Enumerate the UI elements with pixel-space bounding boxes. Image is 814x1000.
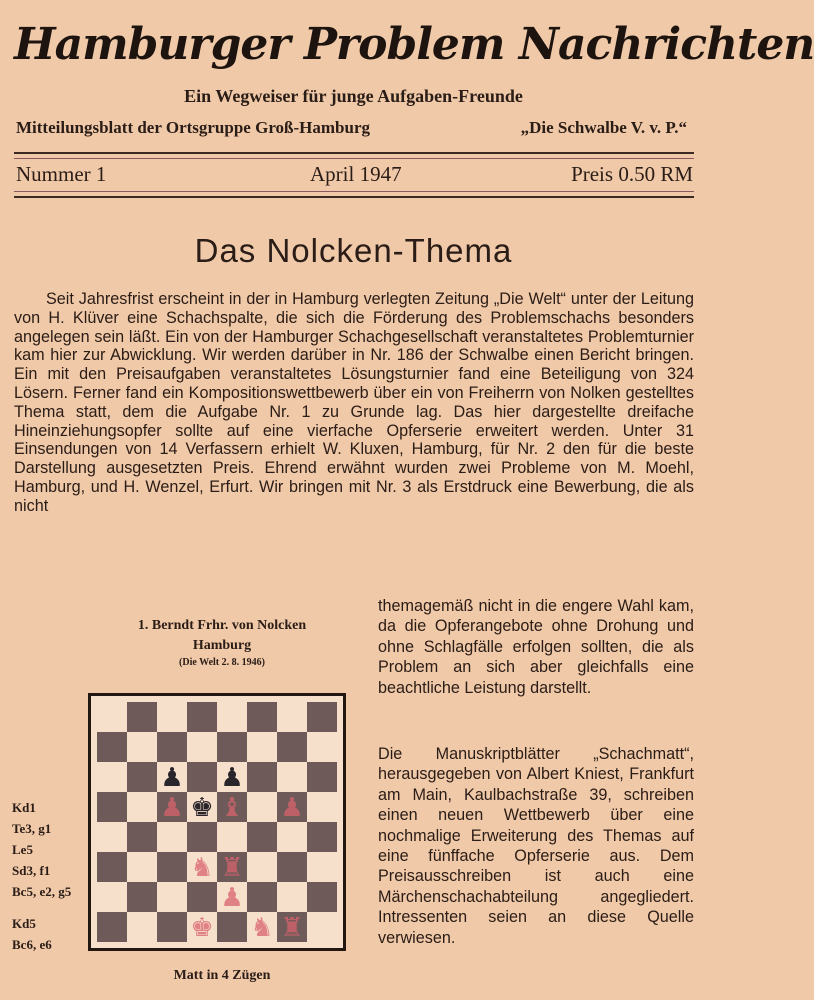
article-paragraph-second: Die Manuskriptblätter „Schachmatt“, herausgegeben von Albert Kniest, Frankfurt am Main, Kaulbachstraße 39, schreiben einen neuen Wettbewerb über eine nochmalige Erweiterung des Themas auf eine fünffache Opferserie aus. Dem Preisausschreiben ist auch eine Märchenschachabteilung angegliedert. Intressenten seien an diese Quelle verwiesen. xyxy=(378,745,694,947)
white-rook-icon: ♜ xyxy=(280,913,304,943)
square-e8 xyxy=(217,702,247,732)
problem-source: (Die Welt 2. 8. 1946) xyxy=(179,657,265,668)
square-c4 xyxy=(157,822,187,852)
white-pawn-icon: ♟ xyxy=(220,883,244,913)
square-b6 xyxy=(127,762,157,792)
square-g2 xyxy=(277,882,307,912)
square-g6 xyxy=(277,762,307,792)
white-pawn-icon: ♟ xyxy=(280,793,304,823)
square-a6 xyxy=(97,762,127,792)
white-piece-entry: Te3, g1 xyxy=(12,821,52,836)
affiliation-line: „Die Schwalbe V. v. P.“ xyxy=(520,118,687,137)
white-piece-list xyxy=(12,797,71,902)
black-piece-entry: Kd5 xyxy=(12,916,36,931)
article-title: Das Nolcken-Thema xyxy=(194,232,513,269)
issue-price: Preis 0.50 RM xyxy=(571,162,693,186)
square-h1 xyxy=(307,912,337,942)
header-rule-top xyxy=(14,152,694,159)
square-c7 xyxy=(157,732,187,762)
square-a2 xyxy=(97,882,127,912)
white-knight-icon: ♞ xyxy=(250,913,274,943)
article-paragraph-main-text: Seit Jahresfrist erscheint in der in Hamburg verlegten Zeitung „Die Welt“ unter der Leitung von H. Klüver eine Schachspalte, die sich die Förderung des Problemschachs besonders angelegen sein läßt. Ein von der Hamburger Schachgesellschaft veranstaltetes Problemturnier kam hier zur Abwicklung. Wir werden darüber in Nr. 186 der Schwalbe einen Bericht bringen. Ein mit den Preisaufgaben veranstaltetes Lösungsturnier fand eine Beteiligung von 324 Lösern. Ferner fand ein Kompositionswettbewerb über ein von Freiherrn von Nolken gestelltes Thema statt, dem die Aufgabe Nr. 1 zu Grunde lag. Das hier dargestellte dreifache Hineinziehungsopfer sollte auf eine vierfache Opferserie erweitert werden. Unter 31 Einsendungen von 14 Verfassern erhielt W. Kluxen, Hamburg, für Nr. 2 den für die beste Darstellung ausgesetzten Preis. Ehrend erwähnt wurden zwei Probleme von M. Moehl, Hamburg, und H. Wenzel, Erfurt. Wir bringen mit Nr. 3 als Erstdruck eine Bewerbung, die als nicht xyxy=(14,290,694,515)
square-c1 xyxy=(157,912,187,942)
square-f6 xyxy=(247,762,277,792)
square-h5 xyxy=(307,792,337,822)
chess-diagram xyxy=(88,693,346,951)
black-pawn-icon: ♟ xyxy=(160,763,184,793)
black-king-icon: ♚ xyxy=(190,793,214,823)
white-pawn-icon: ♟ xyxy=(160,793,184,823)
header-rule-bottom xyxy=(14,191,694,198)
square-f5 xyxy=(247,792,277,822)
white-knight-icon: ♞ xyxy=(190,853,214,883)
square-c3 xyxy=(157,852,187,882)
square-c2 xyxy=(157,882,187,912)
square-h4 xyxy=(307,822,337,852)
problem-stipulation: Matt in 4 Zügen xyxy=(173,968,271,983)
white-piece-entry: Bc5, e2, g5 xyxy=(12,884,72,899)
square-h2 xyxy=(307,882,337,912)
square-d6 xyxy=(187,762,217,792)
square-a7 xyxy=(97,732,127,762)
square-a5 xyxy=(97,792,127,822)
square-d4 xyxy=(187,822,217,852)
problem-heading xyxy=(94,616,350,656)
square-h6 xyxy=(307,762,337,792)
square-d7 xyxy=(187,732,217,762)
white-bishop-icon: ♝ xyxy=(220,793,244,823)
square-g3 xyxy=(277,852,307,882)
square-d8 xyxy=(187,702,217,732)
square-g8 xyxy=(277,702,307,732)
square-b2 xyxy=(127,882,157,912)
square-b4 xyxy=(127,822,157,852)
problem-city: Hamburg xyxy=(192,638,252,653)
white-piece-entry: Sd3, f1 xyxy=(12,863,51,878)
white-piece-entry: Le5 xyxy=(12,842,33,857)
square-f3 xyxy=(247,852,277,882)
white-piece-entry: Kd1 xyxy=(12,800,36,815)
issue-number: Nummer 1 xyxy=(16,162,107,186)
square-g7 xyxy=(277,732,307,762)
square-c8 xyxy=(157,702,187,732)
square-b1 xyxy=(127,912,157,942)
square-h8 xyxy=(307,702,337,732)
square-f2 xyxy=(247,882,277,912)
square-a4 xyxy=(97,822,127,852)
square-h7 xyxy=(307,732,337,762)
black-pawn-icon: ♟ xyxy=(220,763,244,793)
square-e4 xyxy=(217,822,247,852)
square-e1 xyxy=(217,912,247,942)
black-piece-list xyxy=(12,913,52,955)
square-a8 xyxy=(97,702,127,732)
article-paragraph-wrap: themagemäß nicht in die engere Wahl kam, da die Opferangebote ohne Drohung und ohne Schlagfälle erfolgen sollten, die als Problem an sich aber gleichfalls eine beachtliche Leistung darstellt. xyxy=(378,597,694,697)
square-b8 xyxy=(127,702,157,732)
problem-author: 1. Berndt Frhr. von Nolcken xyxy=(137,618,307,633)
square-f7 xyxy=(247,732,277,762)
black-piece-entry: Bc6, e6 xyxy=(12,937,52,952)
square-h3 xyxy=(307,852,337,882)
square-b3 xyxy=(127,852,157,882)
chessboard xyxy=(97,702,337,942)
issue-date: April 1947 xyxy=(310,162,402,186)
masthead-title: Hamburger Problem Nachrichten xyxy=(14,19,814,70)
square-d2 xyxy=(187,882,217,912)
square-b7 xyxy=(127,732,157,762)
square-g4 xyxy=(277,822,307,852)
square-a1 xyxy=(97,912,127,942)
white-king-icon: ♚ xyxy=(190,913,214,943)
square-f4 xyxy=(247,822,277,852)
masthead-subtitle: Ein Wegweiser für junge Aufgaben-Freunde xyxy=(184,86,523,106)
square-b5 xyxy=(127,792,157,822)
white-rook-icon: ♜ xyxy=(220,853,244,883)
square-f8 xyxy=(247,702,277,732)
square-e7 xyxy=(217,732,247,762)
organization-line: Mitteilungsblatt der Ortsgruppe Groß-Hamburg xyxy=(16,118,371,137)
article-paragraph-main xyxy=(14,290,694,516)
square-a3 xyxy=(97,852,127,882)
